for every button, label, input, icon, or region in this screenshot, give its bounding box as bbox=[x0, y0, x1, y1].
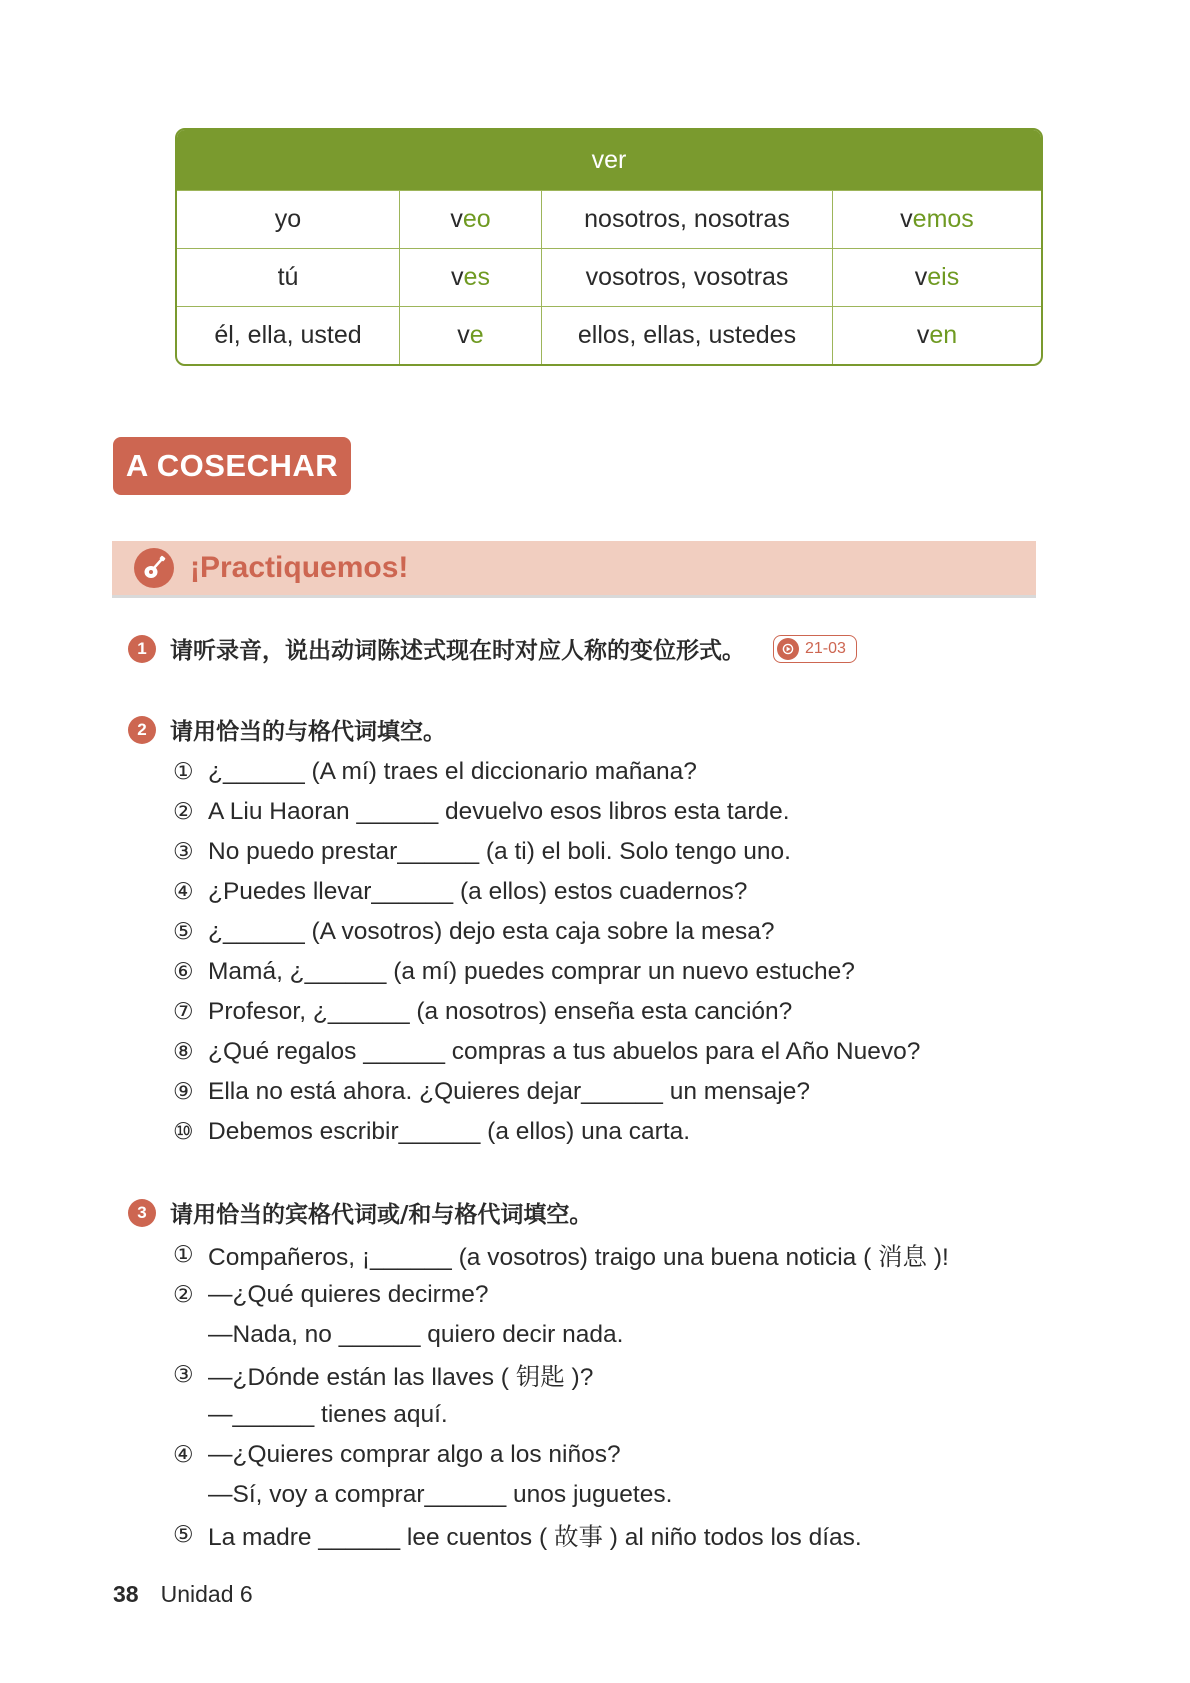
cell-text: tú bbox=[277, 263, 299, 291]
item-text: ¿Qué regalos ______ compras a tus abuelos para el Año Nuevo? bbox=[208, 1038, 921, 1065]
audio-track-label: 21-03 bbox=[805, 639, 846, 657]
item-number: ⑨ bbox=[173, 1079, 194, 1105]
item-text: ¿Puedes llevar______ (a ellos) estos cuadernos? bbox=[208, 878, 748, 905]
guitar-icon bbox=[134, 548, 174, 588]
cell-text: yo bbox=[274, 205, 302, 233]
item-number: ① bbox=[173, 1242, 194, 1268]
exercise-item bbox=[173, 1032, 920, 1072]
exercise-item bbox=[173, 832, 920, 872]
exercise-item bbox=[173, 992, 920, 1032]
item-text: Ella no está ahora. ¿Quieres dejar______ un mensaje? bbox=[208, 1078, 810, 1105]
exercise-instruction: 请用恰当的宾格代词或/和与格代词填空。 bbox=[170, 1202, 593, 1228]
item-number: ⑤ bbox=[173, 919, 194, 945]
exercise-item bbox=[173, 1435, 949, 1475]
verb-ending: en bbox=[929, 321, 958, 349]
table-row bbox=[177, 306, 1041, 364]
exercise-item bbox=[173, 792, 920, 832]
item-text: No puedo prestar______ (a ti) el boli. Solo tengo uno. bbox=[208, 838, 791, 865]
item-text: Mamá, ¿______ (a mí) puedes comprar un nuevo estuche? bbox=[208, 958, 855, 985]
cell-text: él, ella, usted bbox=[214, 321, 362, 349]
exercise-item bbox=[173, 1355, 949, 1395]
item-number: ② bbox=[173, 1282, 194, 1308]
item-number: ② bbox=[173, 799, 194, 825]
practice-banner bbox=[112, 541, 1036, 598]
item-number: ③ bbox=[173, 1362, 194, 1388]
cell-text: v bbox=[916, 321, 930, 349]
item-text: —Nada, no ______ quiero decir nada. bbox=[208, 1321, 624, 1348]
item-text: Compañeros, ¡______ (a vosotros) traigo una buena noticia ( 消息 )! bbox=[208, 1243, 949, 1271]
exercise-number-badge: 2 bbox=[128, 716, 156, 744]
exercise-item bbox=[173, 1315, 949, 1355]
table-header-verb: ver bbox=[177, 130, 1041, 190]
exercise-item bbox=[173, 752, 920, 792]
verb-form-plural bbox=[832, 249, 1041, 306]
verb-ending: eis bbox=[927, 263, 960, 291]
exercise-item bbox=[173, 872, 920, 912]
item-text: —¿Qué quieres decirme? bbox=[208, 1281, 489, 1308]
exercise-instruction: 请用恰当的与格代词填空。 bbox=[170, 719, 446, 745]
verb-ending: emos bbox=[912, 205, 974, 233]
item-text: —¿Dónde están las llaves ( 钥匙 )? bbox=[208, 1363, 594, 1391]
verb-ending: eo bbox=[462, 205, 491, 233]
exercise-item bbox=[173, 1112, 920, 1152]
exercise-item bbox=[173, 1072, 920, 1112]
exercise-item bbox=[173, 1275, 949, 1315]
subject-plural bbox=[541, 307, 832, 364]
item-text: A Liu Haoran ______ devuelvo esos libros esta tarde. bbox=[208, 798, 790, 825]
cell-text: v bbox=[457, 321, 470, 349]
exercise-number-badge: 3 bbox=[128, 1199, 156, 1227]
verb-form-singular bbox=[399, 307, 541, 364]
page-number: 38 bbox=[113, 1581, 139, 1607]
exercise-item bbox=[173, 1515, 949, 1555]
item-text: —______ tienes aquí. bbox=[208, 1401, 448, 1428]
item-text: Profesor, ¿______ (a nosotros) enseña esta canción? bbox=[208, 998, 793, 1025]
exercise-item bbox=[173, 912, 920, 952]
item-text: ¿______ (A vosotros) dejo esta caja sobre la mesa? bbox=[208, 918, 775, 945]
item-text: —¿Quieres comprar algo a los niños? bbox=[208, 1441, 621, 1468]
exercise-number-badge: 1 bbox=[128, 635, 156, 663]
item-number: ⑧ bbox=[173, 1039, 194, 1065]
exercise-item bbox=[173, 1395, 949, 1435]
verb-form-singular bbox=[399, 191, 541, 248]
subject-plural bbox=[541, 249, 832, 306]
verb-ending: e bbox=[469, 321, 484, 349]
verb-form-plural bbox=[832, 307, 1041, 364]
item-number: ④ bbox=[173, 1442, 194, 1468]
audio-track-button[interactable] bbox=[773, 635, 857, 663]
item-text: Debemos escribir______ (a ellos) una carta. bbox=[208, 1118, 691, 1145]
exercise-item bbox=[173, 952, 920, 992]
item-text: ¿______ (A mí) traes el diccionario mañana? bbox=[208, 758, 697, 785]
exercise-item bbox=[173, 1235, 949, 1275]
section-tag: A COSECHAR bbox=[113, 437, 351, 495]
exercise-2-items bbox=[173, 752, 920, 1152]
subject-singular bbox=[177, 249, 399, 306]
verb-form-singular bbox=[399, 249, 541, 306]
cell-text: ellos, ellas, ustedes bbox=[577, 321, 797, 349]
table-row bbox=[177, 248, 1041, 306]
item-number: ④ bbox=[173, 879, 194, 905]
item-number: ⑦ bbox=[173, 999, 194, 1025]
exercise-instruction: 请听录音，说出动词陈述式现在时对应人称的变位形式。 bbox=[170, 638, 745, 664]
page-footer bbox=[113, 1581, 253, 1608]
cell-text: v bbox=[900, 205, 913, 233]
cell-text: vosotros, vosotras bbox=[585, 263, 789, 291]
item-number: ① bbox=[173, 759, 194, 785]
exercise-3-items bbox=[173, 1235, 949, 1555]
cell-text: v bbox=[450, 205, 463, 233]
play-icon bbox=[777, 638, 799, 660]
item-text: La madre ______ lee cuentos ( 故事 ) al niño todos los días. bbox=[208, 1523, 862, 1551]
exercise-2-heading bbox=[128, 713, 446, 746]
cell-text: v bbox=[451, 263, 464, 291]
item-number: ⑤ bbox=[173, 1522, 194, 1548]
item-number: ⑥ bbox=[173, 959, 194, 985]
unit-label: Unidad 6 bbox=[160, 1581, 253, 1607]
subject-singular bbox=[177, 191, 399, 248]
conjugation-table bbox=[175, 128, 1043, 366]
item-number: ⑩ bbox=[173, 1119, 194, 1145]
verb-ending: es bbox=[463, 263, 490, 291]
exercise-1-heading bbox=[128, 632, 857, 665]
subject-plural bbox=[541, 191, 832, 248]
item-text: —Sí, voy a comprar______ unos juguetes. bbox=[208, 1481, 673, 1508]
item-number: ③ bbox=[173, 839, 194, 865]
subject-singular bbox=[177, 307, 399, 364]
exercise-3-heading bbox=[128, 1196, 592, 1229]
banner-title: ¡Practiquemos! bbox=[190, 551, 409, 584]
cell-text: v bbox=[914, 263, 928, 291]
table-row bbox=[177, 190, 1041, 248]
cell-text: nosotros, nosotras bbox=[584, 205, 790, 233]
exercise-item bbox=[173, 1475, 949, 1515]
verb-form-plural bbox=[832, 191, 1041, 248]
